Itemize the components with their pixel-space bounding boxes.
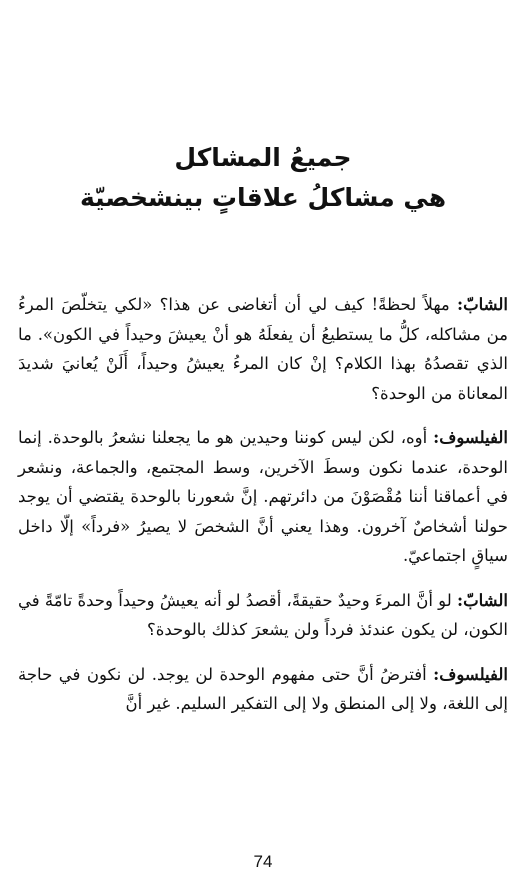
chapter-title-line-1: جميعُ المشاكل [174,143,352,172]
speaker-label: الشابّ: [457,295,508,314]
paragraph-text: لو أنَّ المرءَ وحيدٌ حقيقةً، أقصدُ لو أنه يعيشُ وحيداً وحدةً تامّةً في الكون، لن يكون عندئذ فرداً ولن يشعرَ كذلك بالوحدة؟ [18,590,508,639]
dialogue-paragraph [18,660,508,719]
speaker-label: الشابّ: [457,590,508,610]
paragraph-text: أفترضُ أنَّ حتى مفهوم الوحدة لن يوجد. لن نكون في حاجة إلى اللغة، ولا إلى المنطق ولا إلى التفكير السليم. غير أنَّ [18,664,508,713]
speaker-label: الفيلسوف: [433,428,508,447]
chapter-title-line-2: هي مشاكلُ علاقاتٍ بينشخصيّة [79,183,447,212]
dialogue-body [18,290,508,734]
dialogue-paragraph [18,423,508,571]
paragraph-text: أوه، لكن ليس كوننا وحيدين هو ما يجعلنا نشعرُ بالوحدة. إنما الوحدة، عندما نكون وسطَ الآخرين، وسط المجتمع، والجماعة، ونشعر في أعماقنا أننا مُقْصَوْنَ من دائرتهم. إنَّ شعورنا بالوحدة يقتضي أن يوجد حولنا أشخاصٌ آخرون. وهذا يعني أنَّ الشخصَ لا يصيرُ «فرداً» إلّا داخل سياقٍ اجتماعيّ. [18,428,508,565]
dialogue-paragraph [18,290,508,408]
chapter-title [20,138,506,218]
dialogue-paragraph [18,586,508,645]
speaker-label: الفيلسوف: [433,664,508,684]
page-number: 74 [253,852,273,871]
paragraph-text: مهلاً لحظةً! كيف لي أن أتغاضى عن هذا؟ «لكي يتخلّصَ المرءُ من مشاكله، كلُّ ما يستطيعُ أن يفعلَهُ هو أنْ يعيشَ وحيداً في الكون». ما الذي تقصدُهُ بهذا الكلام؟ إنْ كان المرءُ يعيشُ وحيداً، أَلَنْ يُعانيَ شديدَ المعاناة من الوحدة؟ [18,295,508,403]
